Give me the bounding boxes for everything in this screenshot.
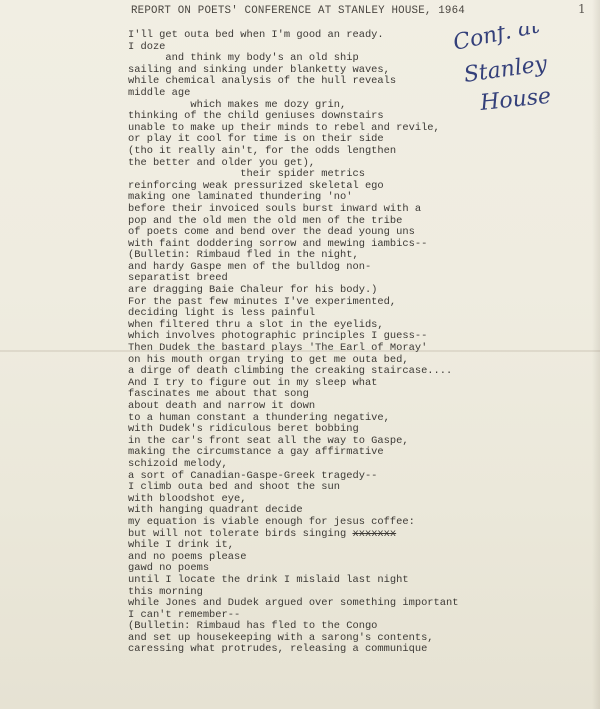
poem-line-text: with bloodshot eye, — [128, 492, 247, 505]
poem-line-text: Then Dudek the bastard plays 'The Earl of Moray' — [128, 342, 428, 355]
poem-line-text: to a human constant a thundering negative, — [128, 411, 390, 424]
poem-line-text: making one laminated thundering 'no' — [128, 191, 353, 204]
poem-line-text: and hardy Gaspe men of the bulldog non- — [128, 260, 372, 273]
poem-line-text: and no poems please — [128, 550, 247, 563]
poem-line-text: a dirge of death climbing the creaking staircase.... — [128, 365, 453, 378]
poem-line-text: thinking of the child geniuses downstairs — [128, 110, 384, 123]
poem-line-text: but will not tolerate birds singing — [128, 527, 353, 540]
poem-line-text: caressing what protrudes, releasing a communique — [128, 643, 428, 656]
poem-line-text: fascinates me about that song — [128, 388, 309, 401]
poem-line-text: deciding light is less painful — [128, 307, 316, 320]
poem-body — [128, 30, 568, 656]
poem-line-text: of poets come and bend over the dead young uns — [128, 226, 415, 239]
poem-line-text: are dragging Baie Chaleur for his body.) — [128, 284, 378, 297]
poem-line-text: their spider metrics — [128, 168, 365, 181]
poem-line-text: And I try to figure out in my sleep what — [128, 376, 378, 389]
struck-word: xxxxxxx — [352, 527, 397, 540]
poem-line-text: I can't remember-- — [128, 608, 241, 621]
poem-line-text: or play it cool for time is on their side — [128, 133, 384, 146]
poem-line-text: pop and the old men the old men of the tribe — [128, 214, 403, 227]
poem-line-text: and think my body's an old ship — [128, 52, 359, 65]
poem-line-text: in the car's front seat all the way to Gaspe, — [128, 434, 409, 447]
poem-line-text: For the past few minutes I've experimented, — [128, 295, 397, 308]
poem-line-text: about death and narrow it down — [128, 400, 316, 412]
poem-line-text: my equation is viable enough for jesus coffee: — [128, 515, 415, 528]
poem-line-text: schizoid melody, — [128, 457, 228, 470]
poem-line-text: while chemical analysis of the hull reveals — [128, 75, 397, 88]
poem-line-text: sailing and sinking under blanketty waves, — [128, 63, 390, 76]
page-title: REPORT ON POETS' CONFERENCE AT STANLEY HOUSE, 1964 — [131, 5, 465, 17]
poem-line-text: (Bulletin: Rimbaud has fled to the Congo — [128, 620, 378, 633]
poem-line-text: middle age — [128, 86, 191, 99]
poem-line-text: the better and older you get), — [128, 156, 316, 169]
poem-line-text: reinforcing weak pressurized skeletal ego — [128, 179, 384, 192]
poem-line-text: with Dudek's ridiculous beret bobbing — [128, 423, 359, 436]
poem-line-text: before their invoiced souls burst inward with a — [128, 202, 422, 215]
poem-line-text: making the circumstance a gay affirmative — [128, 446, 384, 459]
poem-line-text: which involves photographic principles I guess-- — [128, 330, 428, 343]
note-line-1: Conf. at — [453, 26, 542, 56]
poem-line-text: (Bulletin: Rimbaud fled in the night, — [128, 249, 359, 262]
poem-line-text: a sort of Canadian-Gaspe-Greek tragedy-- — [128, 469, 378, 482]
poem-line-text: separatist breed — [128, 272, 228, 285]
poem-line-text: with faint doddering sorrow and mewing iambics-- — [128, 237, 428, 250]
note-line-3: House — [479, 83, 553, 116]
poem-line-text: when filtered thru a slot in the eyelids, — [128, 318, 384, 331]
page-number: 1 — [578, 2, 586, 16]
poem-line-text: which makes me dozy grin, — [128, 98, 347, 111]
poem-line-text: unable to make up their minds to rebel and revile, — [128, 121, 440, 134]
poem-line-text: and set up housekeeping with a sarong's contents, — [128, 631, 434, 644]
poem-line-text: with hanging quadrant decide — [128, 504, 303, 517]
poem-line-text: this morning — [128, 585, 203, 598]
poem-line-text: gawd no poems — [128, 562, 210, 575]
poem-line — [128, 30, 568, 42]
poem-line-text: on his mouth organ trying to get me outa bed, — [128, 353, 409, 366]
poem-line-text: I'll get outa bed when I'm good an ready. — [128, 29, 384, 41]
poem-line — [128, 644, 568, 656]
poem-line-text: while Jones and Dudek argued over something important — [128, 597, 459, 610]
poem-line-text: I climb outa bed and shoot the sun — [128, 481, 341, 494]
poem-line-text: (tho it really ain't, for the odds lengthen — [128, 144, 397, 157]
poem-line-text: while I drink it, — [128, 539, 235, 552]
note-line-2: Stanley — [462, 51, 549, 88]
poem-line — [128, 76, 568, 88]
poem-line-text: I doze — [128, 40, 166, 53]
poem-line-text: until I locate the drink I mislaid last night — [128, 573, 409, 586]
paper-edge — [592, 0, 600, 709]
